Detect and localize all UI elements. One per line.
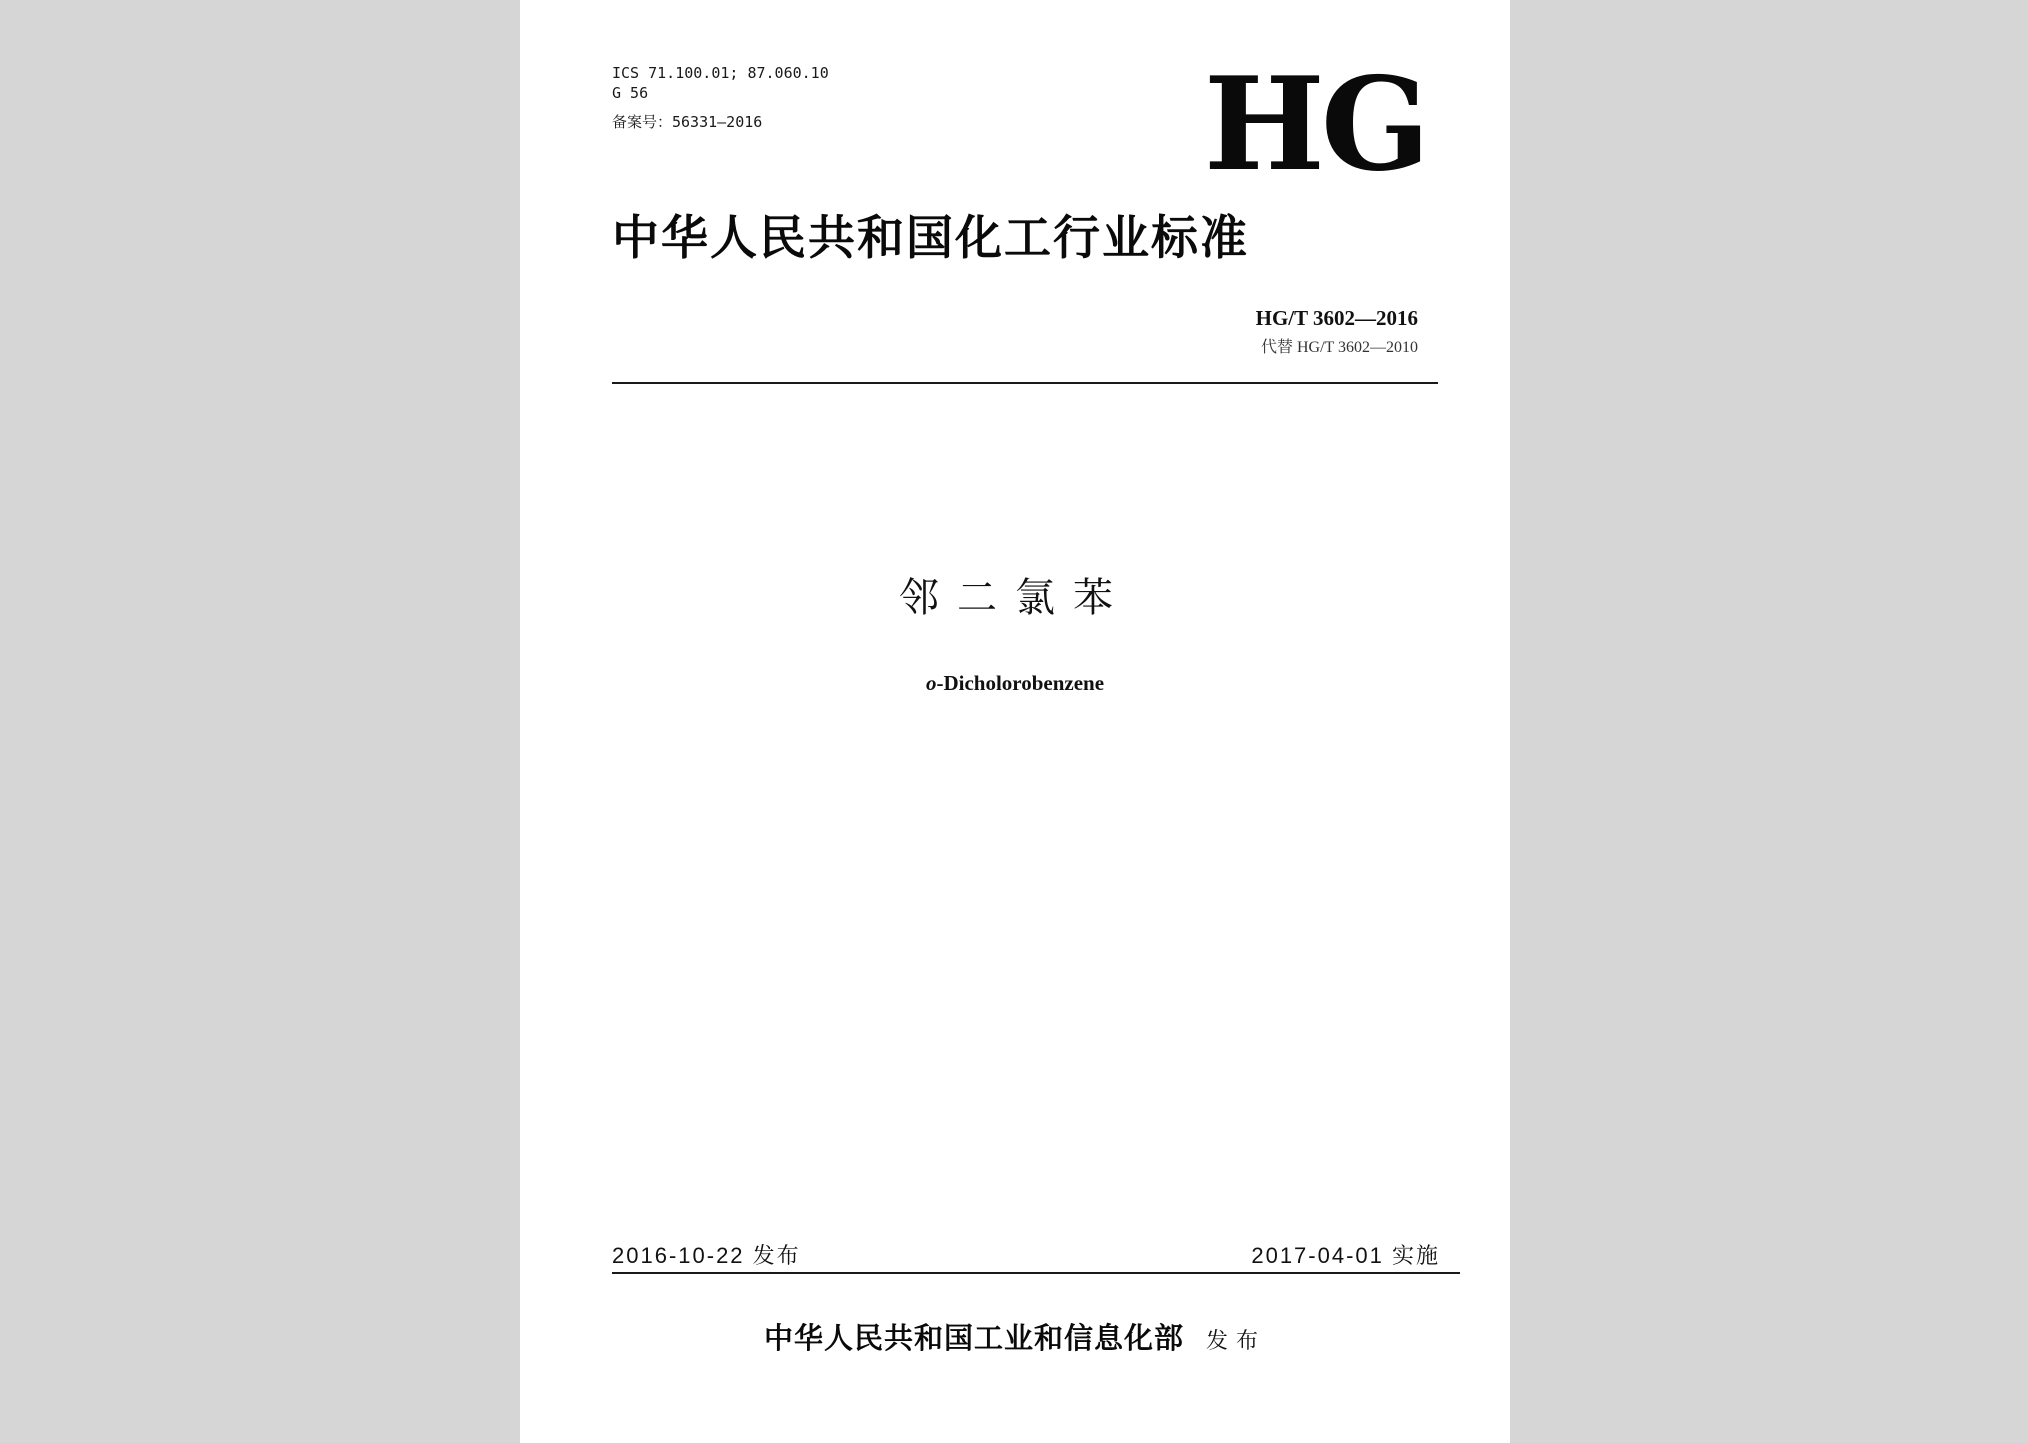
standard-number: HG/T 3602—2016 bbox=[1255, 306, 1418, 330]
document-title-en bbox=[520, 670, 1510, 696]
implementation-date: 2017-04-01 实施 bbox=[1251, 1243, 1440, 1268]
record-number: 备案号：56331—2016 bbox=[612, 113, 763, 131]
ics-code: ICS 71.100.01; 87.060.10 bbox=[612, 64, 829, 82]
ccs-code: G 56 bbox=[612, 84, 649, 102]
title-en-prefix: o bbox=[925, 671, 937, 695]
standard-category-title: 中华人民共和国化工行业标准 bbox=[612, 211, 1249, 266]
issue-date: 2016-10-22 发布 bbox=[612, 1243, 801, 1268]
title-en-rest: -Dicholorobenzene bbox=[936, 671, 1105, 695]
publisher-name: 中华人民共和国工业和信息化部 bbox=[763, 1321, 1184, 1355]
hg-logo: HG bbox=[1203, 50, 1427, 200]
document-page bbox=[520, 0, 1510, 1443]
publisher-action: 发布 bbox=[1206, 1329, 1267, 1354]
footer-divider bbox=[612, 1272, 1460, 1274]
replaced-standard: 代替 HG/T 3602—2010 bbox=[1260, 339, 1418, 356]
header-divider bbox=[612, 382, 1438, 384]
publisher-line bbox=[520, 1320, 1510, 1360]
document-title-cn: 邻二氯苯 bbox=[899, 575, 1131, 621]
